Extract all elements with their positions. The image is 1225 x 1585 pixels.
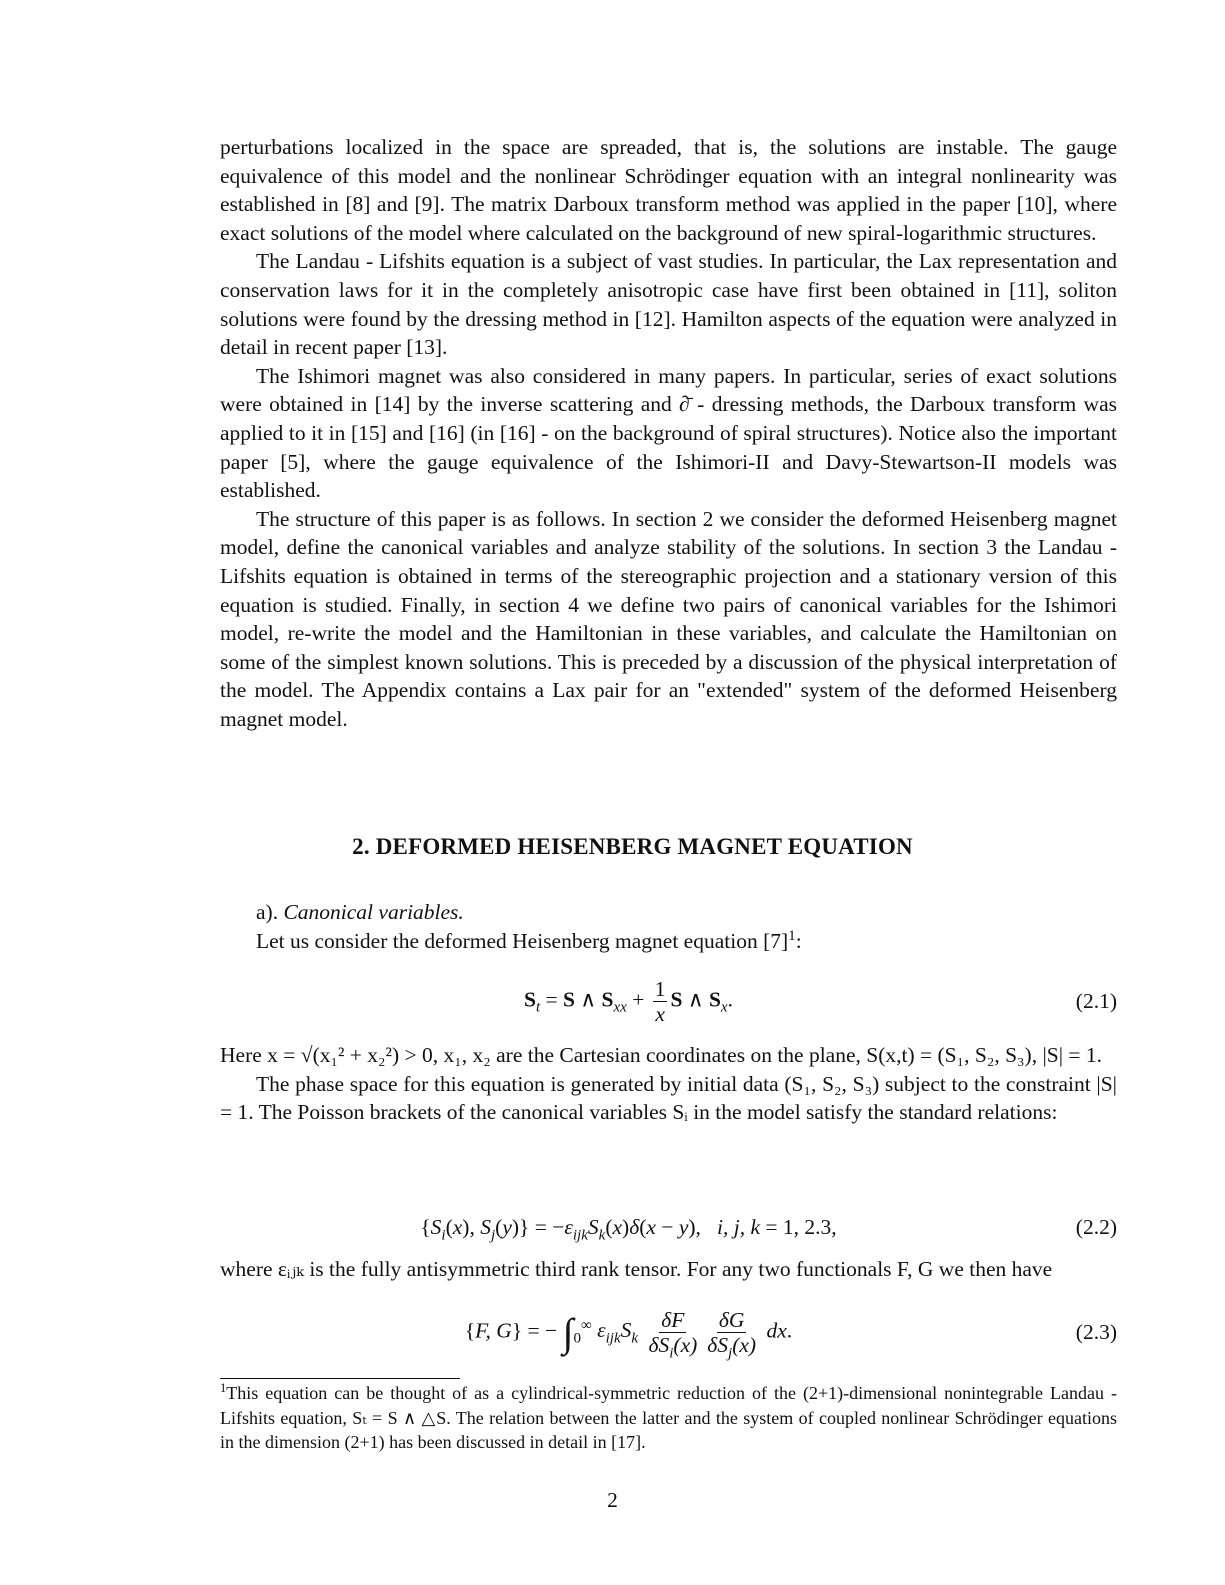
footnote bbox=[220, 1381, 1117, 1455]
paragraph-4: The structure of this paper is as follows. In section 2 we consider the deformed Heisenberg magnet model, define the canonical variables and analyze stability of the solutions. In section 3 the Landau - Lifshits equation is obtained in terms of the stereographic projection and a stationary version of this equation is studied. Finally, in section 4 we define two pairs of canonical variables for the Ishimori model, re-write the model and the Hamiltonian in these variables, and calculate the Hamiltonian on some of the simplest known solutions. This is preceded by a discussion of the physical interpretation of the model. The Appendix contains a Lax pair for an "extended" system of the deformed Heisenberg magnet model. bbox=[220, 506, 1117, 731]
equation-2-3 bbox=[220, 1300, 1117, 1364]
equation-2-3-body: {F, G} = − $\int_0^\infty$ $\varepsilon_{ijk}S_k$ $\frac{\delta F}{\delta S_i(x)}$ $\frac{\delta G}{\delta S_j(x)}$ dx. bbox=[464, 1307, 793, 1361]
footnote-mark: 1 bbox=[220, 1381, 227, 1395]
footnote-rule bbox=[220, 1378, 460, 1379]
body-text-mid bbox=[220, 1041, 1117, 1127]
equation-2-1-number: (2.1) bbox=[1075, 988, 1117, 1013]
footnote-text: This equation can be thought of as a cylindrical-symmetric reduction of the (2+1)-dimensional nonintegrable Landau - Lifshits equation, Sₜ = S ∧ △S. The relation between the latter and the system of coupled nonlinear Schrödinger equations in the dimension (2+1) has been discussed in detail in [17]. bbox=[220, 1383, 1117, 1452]
intro-colon: : bbox=[795, 928, 802, 953]
body-text-top bbox=[220, 133, 1117, 733]
paragraph-3: The Ishimori magnet was also considered in many papers. In particular, series of exact solutions were obtained in [14] by the inverse scattering and ∂̄ - dressing methods, the Darboux transform was applied to it in [15] and [16] (in [16] - on the background of spiral structures). Notice also the important paper [5], where the gauge equivalence of the Ishimori-II and Davy-Stewartson-II models was established. bbox=[220, 363, 1117, 503]
equation-2-2-number: (2.2) bbox=[1075, 1214, 1117, 1239]
intro-sentence: Let us consider the deformed Heisenberg magnet equation [7] bbox=[256, 928, 789, 953]
subsection-heading bbox=[256, 898, 802, 955]
subsection-label: a). bbox=[256, 900, 279, 924]
paragraph-where: where εᵢⱼₖ is the fully antisymmetric third rank tensor. For any two functionals F, G we then have bbox=[220, 1257, 1053, 1281]
paragraph-here: Here x = √(x₁² + x₂²) > 0, x₁, x₂ are the Cartesian coordinates on the plane, S(x,t) = (S₁, S₂, S₃), |S| = 1. bbox=[220, 1043, 1103, 1067]
equation-2-3-number: (2.3) bbox=[1075, 1319, 1117, 1344]
body-text-after-eq2 bbox=[220, 1255, 1117, 1284]
page-number: 2 bbox=[607, 1488, 618, 1512]
paragraph-2: The Landau - Lifshits equation is a subject of vast studies. In particular, the Lax representation and conservation laws for it in the completely anisotropic case have first been obtained in [11], soliton solutions were found by the dressing method in [12]. Hamilton aspects of the equation were analyzed in detail in recent paper [13]. bbox=[220, 249, 1117, 360]
footnote-ref: 1 bbox=[788, 927, 796, 944]
equation-2-1-body: $S_t = S$ ∧ $S_{xx}$ + $\frac{1}{x}$ S ∧ $S_x$. bbox=[524, 976, 733, 1026]
subsection-title: Canonical variables. bbox=[283, 900, 464, 924]
equation-2-2-body: {$S_i(x)$, $S_j(y)\} = -\varepsilon_{ijk}S_k(x)\delta(x - y)$, i, j, k = 1, 2.3, bbox=[420, 1214, 837, 1243]
equation-2-1 bbox=[220, 972, 1117, 1030]
equation-2-2 bbox=[220, 1212, 1117, 1242]
paragraph-1: perturbations localized in the space are spreaded, that is, the solutions are instable. The gauge equivalence of this model and the nonlinear Schrödinger equation with an integral nonlinearity was established in [8] and [9]. The matrix Darboux transform method was applied in the paper [10], where exact solutions of the model where calculated on the background of new spiral-logarithmic structures. bbox=[220, 135, 1117, 245]
section-title: 2. DEFORMED HEISENBERG MAGNET EQUATION bbox=[352, 834, 913, 859]
paragraph-phase-space: The phase space for this equation is generated by initial data (S₁, S₂, S₃) subject to the constraint |S| = 1. The Poisson brackets of the canonical variables Sᵢ in the model satisfy the standard relations: bbox=[220, 1071, 1117, 1125]
